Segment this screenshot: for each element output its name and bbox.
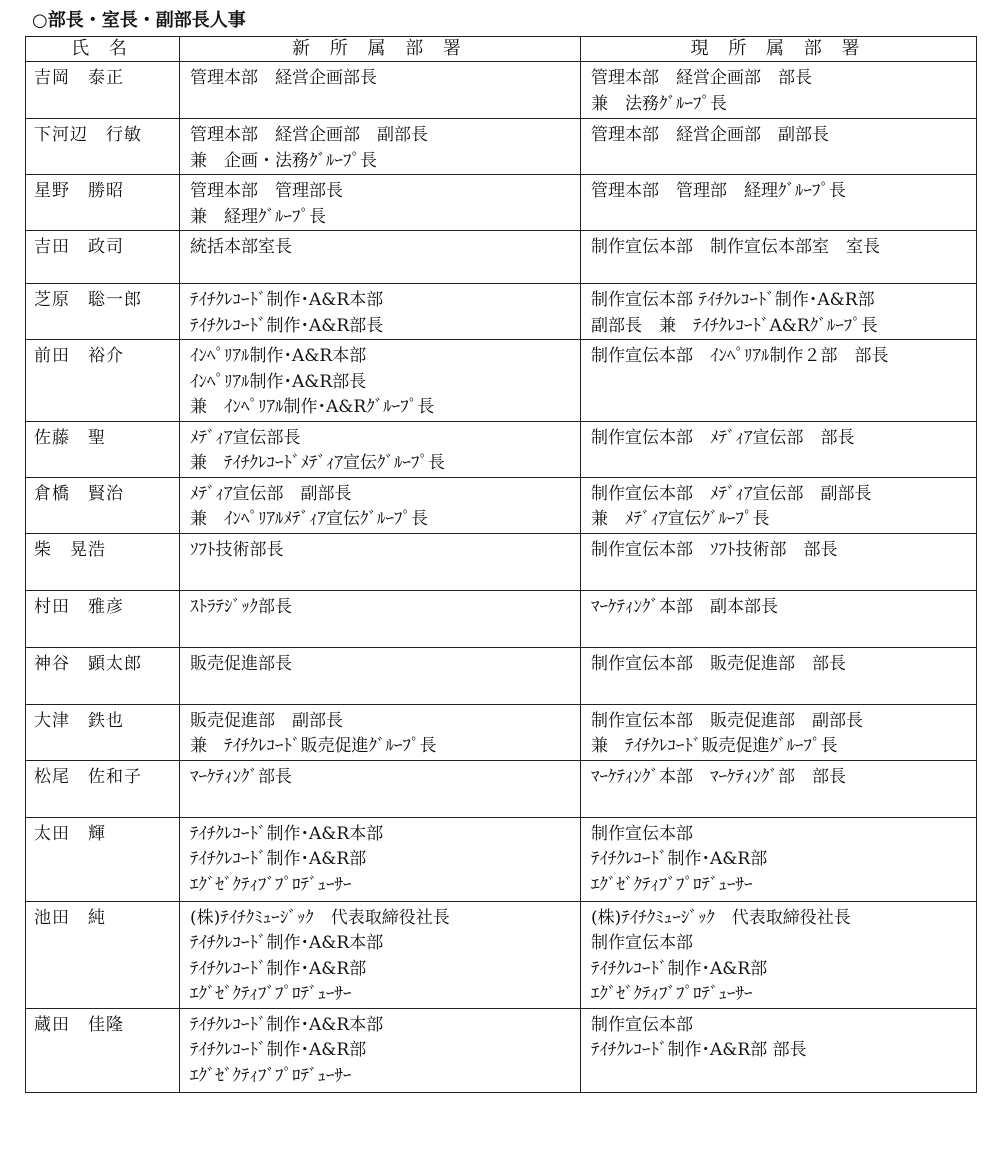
person-name: 吉田 政司 (26, 231, 180, 284)
table-row (26, 760, 977, 817)
current-dept-line: 制作宣伝本部 ｲﾝﾍﾟﾘｱﾙ制作２部 部長 (591, 346, 889, 366)
table-row (26, 704, 977, 760)
new-dept-line: ﾃｲﾁｸﾚｺｰﾄﾞ制作･A&R部長 (190, 315, 384, 336)
current-dept-line: (株)ﾃｲﾁｸﾐｭｰｼﾞｯｸ 代表取締役社長 (591, 907, 851, 928)
new-dept-line: (株)ﾃｲﾁｸﾐｭｰｼﾞｯｸ 代表取締役社長 (190, 907, 450, 928)
current-dept-cell (581, 340, 977, 422)
person-name: 蔵田 佳隆 (26, 1008, 180, 1092)
current-dept-line: 制作宣伝本部 ｿﾌﾄ技術部 部長 (591, 539, 838, 560)
new-dept-cell (180, 175, 581, 231)
current-dept-line: 兼 ﾃｲﾁｸﾚｺｰﾄﾞ販売促進ｸﾞﾙｰﾌﾟ長 (591, 736, 838, 756)
table-row (26, 175, 977, 231)
new-dept-line: ﾒﾃﾞｨｱ宣伝部長 (190, 427, 301, 448)
new-dept-line: ｿﾌﾄ技術部長 (190, 539, 284, 560)
current-dept-line: 制作宣伝本部 (591, 823, 693, 844)
new-dept-line: 管理本部 経営企画部 副部長 (190, 125, 428, 145)
new-dept-line: ﾃｲﾁｸﾚｺｰﾄﾞ制作･A&R本部 (190, 933, 384, 953)
new-dept-line: ｴｸﾞｾﾞｸﾃｨﾌﾞﾌﾟﾛﾃﾞｭｰｻｰ (190, 874, 352, 895)
table-row (26, 284, 977, 340)
table-row (26, 901, 977, 1008)
new-dept-line: ｴｸﾞｾﾞｸﾃｨﾌﾞﾌﾟﾛﾃﾞｭｰｻｰ (190, 1065, 352, 1086)
current-dept-cell (581, 901, 977, 1008)
person-name: 星野 勝昭 (26, 175, 180, 231)
new-dept-cell (180, 533, 581, 590)
new-dept-cell (180, 62, 581, 119)
current-dept-cell (581, 1008, 977, 1092)
new-dept-line: 統括本部室長 (190, 237, 292, 257)
page-title: ○部長・室長・副部長人事 (32, 10, 246, 31)
current-dept-cell (581, 231, 977, 284)
new-dept-cell (180, 477, 581, 533)
current-dept-cell (581, 817, 977, 901)
new-dept-line: ﾃｲﾁｸﾚｺｰﾄﾞ制作･A&R部 (190, 849, 367, 869)
new-dept-line: 管理本部 管理部長 (190, 181, 343, 201)
person-name: 神谷 顕太郎 (26, 647, 180, 704)
header-new-dept: 新 所 属 部 署 (180, 37, 581, 62)
current-dept-cell (581, 760, 977, 817)
new-dept-line: 兼 ﾃｲﾁｸﾚｺｰﾄﾞ販売促進ｸﾞﾙｰﾌﾟ長 (190, 736, 437, 756)
person-name: 前田 裕介 (26, 340, 180, 422)
new-dept-cell (180, 340, 581, 422)
person-name: 芝原 聡一郎 (26, 284, 180, 340)
person-name: 佐藤 聖 (26, 421, 180, 477)
table-row (26, 533, 977, 590)
current-dept-line: 制作宣伝本部 (591, 933, 693, 953)
new-dept-cell (180, 647, 581, 704)
current-dept-cell (581, 590, 977, 647)
person-name: 倉橋 賢治 (26, 477, 180, 533)
current-dept-line: 制作宣伝本部 ﾒﾃﾞｨｱ宣伝部 部長 (591, 427, 855, 448)
new-dept-line: 販売促進部 副部長 (190, 710, 343, 731)
table-header-row (26, 37, 977, 62)
new-dept-line: 兼 ﾃｲﾁｸﾚｺｰﾄﾞﾒﾃﾞｨｱ宣伝ｸﾞﾙｰﾌﾟ長 (190, 453, 445, 473)
current-dept-line: ｴｸﾞｾﾞｸﾃｨﾌﾞﾌﾟﾛﾃﾞｭｰｻｰ (591, 984, 753, 1004)
current-dept-line: ﾏｰｹﾃｨﾝｸﾞ本部 ﾏｰｹﾃｨﾝｸﾞ部 部長 (591, 766, 846, 787)
current-dept-line: 制作宣伝本部 販売促進部 副部長 (591, 710, 863, 731)
current-dept-line: ﾃｲﾁｸﾚｺｰﾄﾞ制作･A&R部 (591, 849, 768, 869)
new-dept-line: ﾏｰｹﾃｨﾝｸﾞ部長 (190, 766, 292, 787)
table-row (26, 477, 977, 533)
current-dept-line: 管理本部 経営企画部 副部長 (591, 125, 829, 145)
new-dept-cell (180, 760, 581, 817)
current-dept-cell (581, 119, 977, 175)
new-dept-cell (180, 590, 581, 647)
header-name: 氏 名 (26, 37, 180, 62)
current-dept-cell (581, 421, 977, 477)
new-dept-cell (180, 119, 581, 175)
current-dept-line: 管理本部 経営企画部 部長 (591, 68, 812, 88)
table-row (26, 817, 977, 901)
person-name: 吉岡 泰正 (26, 62, 180, 119)
new-dept-line: ｲﾝﾍﾟﾘｱﾙ制作･A&R部長 (190, 371, 367, 392)
new-dept-line: ﾃｲﾁｸﾚｺｰﾄﾞ制作･A&R部 (190, 958, 367, 979)
new-dept-cell (180, 231, 581, 284)
person-name: 松尾 佐和子 (26, 760, 180, 817)
current-dept-line: 制作宣伝本部 販売促進部 部長 (591, 653, 846, 674)
new-dept-cell (180, 284, 581, 340)
person-name: 太田 輝 (26, 817, 180, 901)
personnel-table (25, 36, 977, 1093)
new-dept-line: ｽﾄﾗﾃｼﾞｯｸ部長 (190, 596, 292, 617)
person-name: 村田 雅彦 (26, 590, 180, 647)
current-dept-line: ﾏｰｹﾃｨﾝｸﾞ本部 副本部長 (591, 596, 778, 617)
new-dept-line: ﾃｲﾁｸﾚｺｰﾄﾞ制作･A&R本部 (190, 823, 384, 844)
current-dept-line: 兼 ﾒﾃﾞｨｱ宣伝ｸﾞﾙｰﾌﾟ長 (591, 509, 770, 529)
current-dept-line: 制作宣伝本部 ﾒﾃﾞｨｱ宣伝部 副部長 (591, 483, 872, 504)
new-dept-line: ﾃｲﾁｸﾚｺｰﾄﾞ制作･A&R部 (190, 1040, 367, 1060)
new-dept-line: 管理本部 経営企画部長 (190, 68, 377, 88)
table-row (26, 119, 977, 175)
current-dept-line: 兼 法務ｸﾞﾙｰﾌﾟ長 (591, 93, 727, 114)
new-dept-cell (180, 421, 581, 477)
new-dept-line: 販売促進部長 (190, 653, 292, 674)
current-dept-cell (581, 477, 977, 533)
person-name: 柴 晃浩 (26, 533, 180, 590)
new-dept-cell (180, 901, 581, 1008)
person-name: 下河辺 行敏 (26, 119, 180, 175)
new-dept-line: ﾒﾃﾞｨｱ宣伝部 副部長 (190, 483, 352, 504)
new-dept-line: ﾃｲﾁｸﾚｺｰﾄﾞ制作･A&R本部 (190, 290, 384, 310)
current-dept-line: ｴｸﾞｾﾞｸﾃｨﾌﾞﾌﾟﾛﾃﾞｭｰｻｰ (591, 874, 753, 895)
new-dept-line: 兼 ｲﾝﾍﾟﾘｱﾙ制作･A&Rｸﾞﾙｰﾌﾟ長 (190, 397, 435, 417)
current-dept-line: 制作宣伝本部 (591, 1014, 693, 1035)
new-dept-line: ｲﾝﾍﾟﾘｱﾙ制作･A&R本部 (190, 346, 367, 366)
current-dept-cell (581, 284, 977, 340)
table-row (26, 590, 977, 647)
new-dept-cell (180, 1008, 581, 1092)
table-row (26, 231, 977, 284)
new-dept-line: ｴｸﾞｾﾞｸﾃｨﾌﾞﾌﾟﾛﾃﾞｭｰｻｰ (190, 984, 352, 1004)
table-row (26, 1008, 977, 1092)
person-name: 大津 鉄也 (26, 704, 180, 760)
current-dept-line: 管理本部 管理部 経理ｸﾞﾙｰﾌﾟ長 (591, 181, 846, 201)
table-row (26, 62, 977, 119)
table-row (26, 421, 977, 477)
new-dept-line: 兼 経理ｸﾞﾙｰﾌﾟ長 (190, 206, 326, 227)
current-dept-cell (581, 704, 977, 760)
table-row (26, 647, 977, 704)
current-dept-cell (581, 533, 977, 590)
current-dept-line: 制作宣伝本部 制作宣伝本部室 室長 (591, 237, 880, 257)
new-dept-cell (180, 817, 581, 901)
current-dept-cell (581, 175, 977, 231)
new-dept-line: 兼 ｲﾝﾍﾟﾘｱﾙﾒﾃﾞｨｱ宣伝ｸﾞﾙｰﾌﾟ長 (190, 509, 428, 529)
header-current-dept: 現 所 属 部 署 (581, 37, 977, 62)
current-dept-line: 制作宣伝本部 ﾃｲﾁｸﾚｺｰﾄﾞ制作･A&R部 (591, 290, 875, 310)
new-dept-line: 兼 企画・法務ｸﾞﾙｰﾌﾟ長 (190, 150, 377, 171)
current-dept-line: ﾃｲﾁｸﾚｺｰﾄﾞ制作･A&R部 部長 (591, 1040, 807, 1060)
current-dept-line: 副部長 兼 ﾃｲﾁｸﾚｺｰﾄﾞA&Rｸﾞﾙｰﾌﾟ長 (591, 315, 878, 336)
person-name: 池田 純 (26, 901, 180, 1008)
current-dept-cell (581, 647, 977, 704)
table-row (26, 340, 977, 422)
new-dept-cell (180, 704, 581, 760)
current-dept-cell (581, 62, 977, 119)
new-dept-line: ﾃｲﾁｸﾚｺｰﾄﾞ制作･A&R本部 (190, 1014, 384, 1035)
current-dept-line: ﾃｲﾁｸﾚｺｰﾄﾞ制作･A&R部 (591, 958, 768, 979)
